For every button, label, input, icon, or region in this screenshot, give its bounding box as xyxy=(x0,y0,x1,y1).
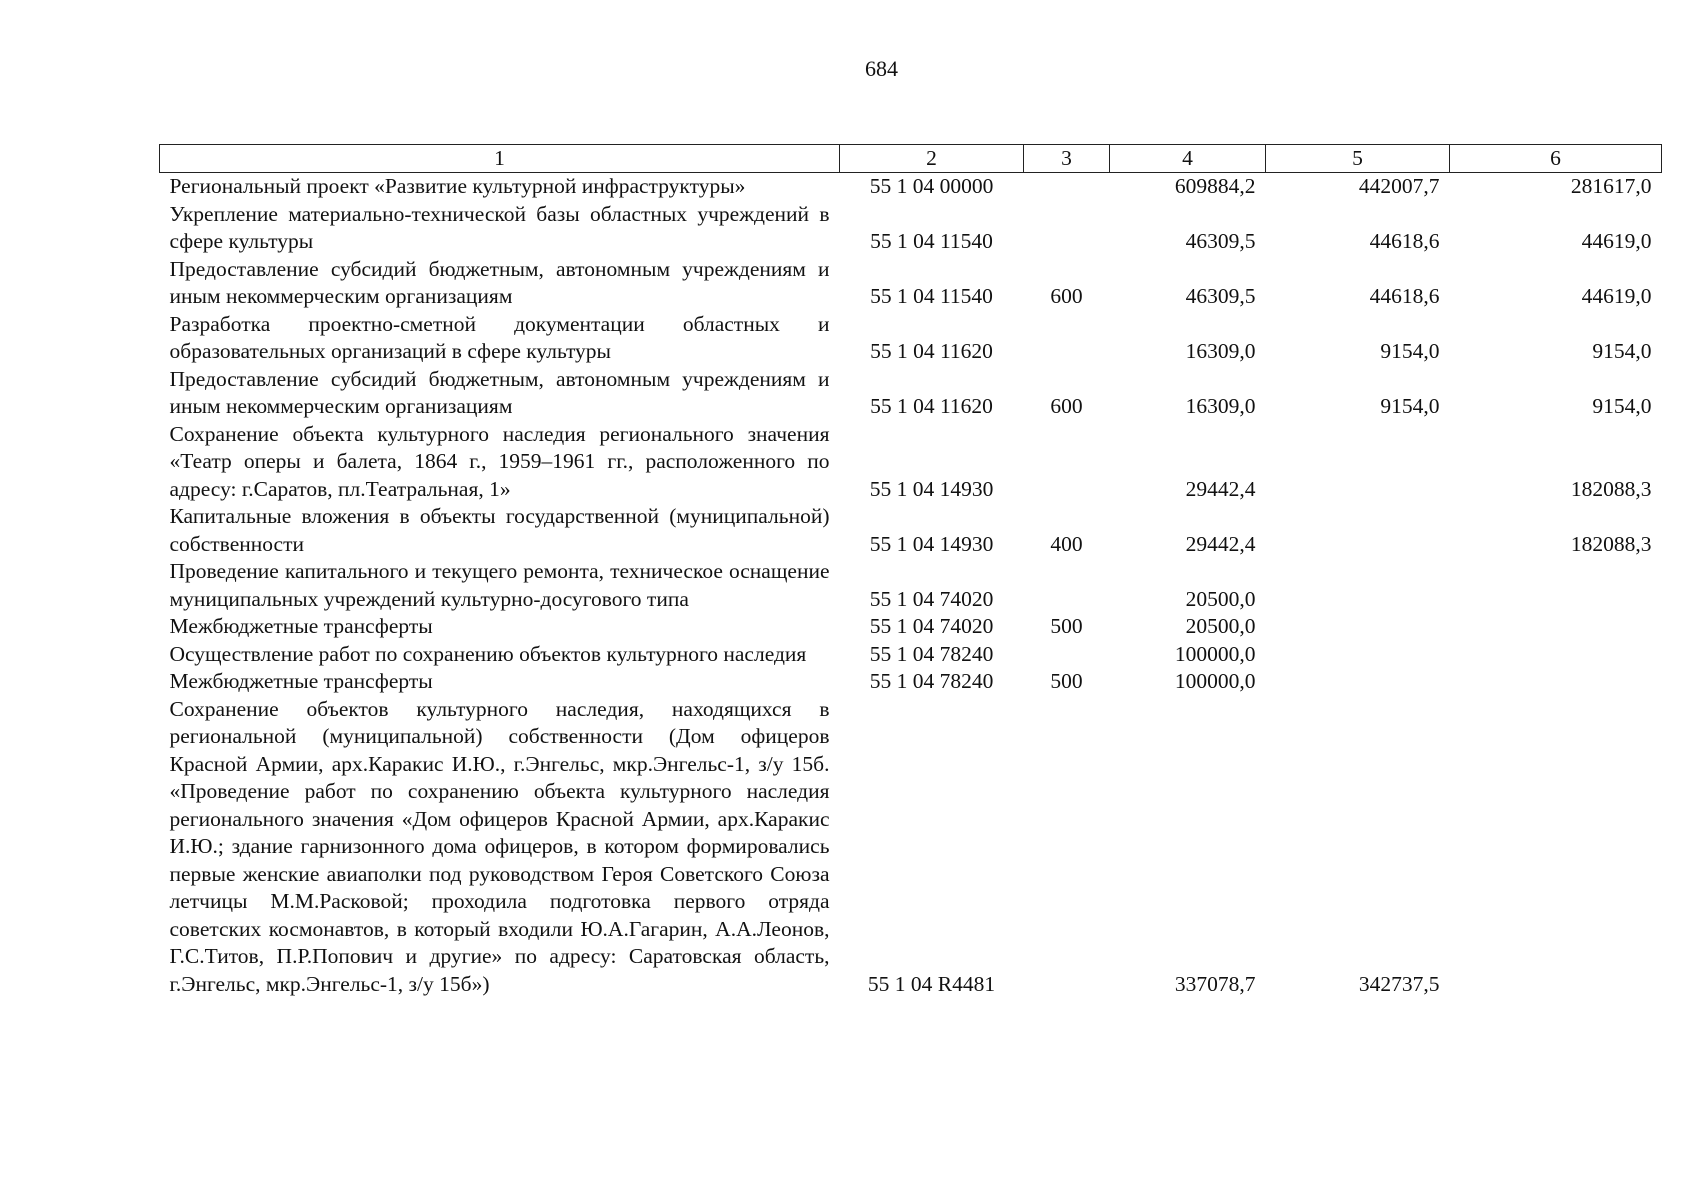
row-code: 55 1 04 74020 xyxy=(869,614,994,638)
row-value-6: 182088,3 xyxy=(1570,476,1652,501)
table-row xyxy=(160,421,1662,504)
table-body xyxy=(160,173,1662,999)
row-expense-type xyxy=(1024,311,1110,366)
row-value-6: 182088,3 xyxy=(1570,531,1652,556)
row-name: Капитальные вложения в объекты государственной (муниципальной) собственности xyxy=(169,504,830,556)
column-header-4: 4 xyxy=(1110,145,1266,173)
row-expense-type: 600 xyxy=(1050,284,1083,308)
table-row xyxy=(160,641,1662,669)
row-name: Предоставление субсидий бюджетным, автономным учреждениям и иным некоммерческим организациям xyxy=(169,366,830,418)
row-expense-type xyxy=(1024,696,1110,999)
column-header-5: 5 xyxy=(1266,145,1450,173)
row-value-6: 9154,0 xyxy=(1592,339,1652,363)
column-header-2: 2 xyxy=(840,145,1024,173)
row-name: Сохранение объекта культурного наследия регионального значения «Театр оперы и балета, 1864 г., 1959–1961 гг., расположенного по адресу: г.Саратов, пл.Театральная, 1» xyxy=(169,421,830,501)
row-value-4: 337078,7 xyxy=(1174,971,1256,996)
column-header-3: 3 xyxy=(1024,145,1110,173)
column-header-6: 6 xyxy=(1450,145,1662,173)
row-name: Межбюджетные трансферты xyxy=(169,614,433,638)
row-name: Региональный проект «Развитие культурной инфраструктуры» xyxy=(169,174,746,198)
table-row xyxy=(160,201,1662,256)
row-value-5 xyxy=(1266,641,1450,669)
row-code: 55 1 04 11540 xyxy=(870,284,993,308)
row-value-6 xyxy=(1450,668,1662,696)
row-value-4: 46309,5 xyxy=(1185,284,1256,308)
row-value-6: 9154,0 xyxy=(1592,394,1652,418)
row-value-5: 44618,6 xyxy=(1369,284,1440,308)
row-expense-type: 500 xyxy=(1050,614,1083,638)
row-value-5: 342737,5 xyxy=(1358,971,1440,996)
table-row xyxy=(160,613,1662,641)
row-value-6 xyxy=(1450,613,1662,641)
row-code: 55 1 04 00000 xyxy=(869,174,994,198)
page-number: 684 xyxy=(865,56,898,81)
table-row xyxy=(160,366,1662,421)
row-code: 55 1 04 11620 xyxy=(870,339,993,363)
row-value-6: 44619,0 xyxy=(1581,229,1652,253)
row-expense-type: 400 xyxy=(1050,531,1083,556)
table-row xyxy=(160,503,1662,558)
table-row xyxy=(160,668,1662,696)
column-header-1: 1 xyxy=(160,145,840,173)
row-value-4: 29442,4 xyxy=(1185,531,1256,556)
row-value-4: 16309,0 xyxy=(1185,394,1256,418)
row-code: 55 1 04 78240 xyxy=(869,641,994,666)
row-value-5 xyxy=(1266,421,1450,504)
row-value-4: 46309,5 xyxy=(1185,229,1256,253)
row-value-4: 16309,0 xyxy=(1185,339,1256,363)
row-value-4: 609884,2 xyxy=(1174,174,1256,198)
row-code: 55 1 04 74020 xyxy=(869,586,994,611)
budget-table xyxy=(159,144,1662,998)
row-value-6 xyxy=(1450,641,1662,669)
row-expense-type xyxy=(1024,641,1110,669)
table-row xyxy=(160,558,1662,613)
row-expense-type xyxy=(1024,201,1110,256)
table-row xyxy=(160,311,1662,366)
row-code: 55 1 04 78240 xyxy=(869,669,994,693)
row-value-5: 44618,6 xyxy=(1369,229,1440,253)
row-value-5 xyxy=(1266,503,1450,558)
row-value-5: 442007,7 xyxy=(1358,174,1440,198)
row-value-4: 20500,0 xyxy=(1185,586,1256,611)
row-value-6 xyxy=(1450,696,1662,999)
row-code: 55 1 04 R4481 xyxy=(867,971,996,996)
row-value-6: 44619,0 xyxy=(1581,284,1652,308)
row-expense-type: 500 xyxy=(1050,669,1083,693)
row-name: Предоставление субсидий бюджетным, автономным учреждениям и иным некоммерческим организациям xyxy=(169,256,830,308)
row-name: Осуществление работ по сохранению объектов культурного наследия xyxy=(169,641,807,666)
row-expense-type xyxy=(1024,421,1110,504)
row-value-4: 100000,0 xyxy=(1174,669,1256,693)
row-name: Проведение капитального и текущего ремонта, техническое оснащение муниципальных учреждений культурно-досугового типа xyxy=(169,559,830,611)
row-expense-type: 600 xyxy=(1050,394,1083,418)
row-value-4: 100000,0 xyxy=(1174,641,1256,666)
row-name: Укрепление материально-технической базы областных учреждений в сфере культуры xyxy=(169,201,830,253)
row-value-5 xyxy=(1266,558,1450,613)
row-expense-type xyxy=(1024,173,1110,201)
header-row xyxy=(160,145,1662,173)
row-value-6 xyxy=(1450,558,1662,613)
row-code: 55 1 04 14930 xyxy=(869,531,994,556)
row-value-5 xyxy=(1266,668,1450,696)
table-header xyxy=(160,145,1662,173)
table-row xyxy=(160,173,1662,201)
row-value-4: 20500,0 xyxy=(1185,614,1256,638)
row-value-4: 29442,4 xyxy=(1185,476,1256,501)
table-row xyxy=(160,256,1662,311)
row-name: Разработка проектно-сметной документации областных и образовательных организаций в сфере культуры xyxy=(169,311,830,363)
row-code: 55 1 04 11540 xyxy=(870,229,993,253)
table-row xyxy=(160,696,1662,999)
row-value-5 xyxy=(1266,613,1450,641)
row-code: 55 1 04 11620 xyxy=(870,394,993,418)
row-value-6: 281617,0 xyxy=(1570,174,1652,198)
row-value-5: 9154,0 xyxy=(1380,394,1440,418)
row-name: Сохранение объектов культурного наследия, находящихся в региональной (муниципальной) собственности (Дом офицеров Красной Армии, арх.Каракис И.Ю., г.Энгельс, мкр.Энгельс-1, з/у 15б. «Проведение работ по сохранению объекта культурного наследия регионального значения «Дом офицеров Красной Армии, арх.Каракис И.Ю.; здание гарнизонного дома офицеров, в котором формировались первые женские авиаполки под руководством Героя Советского Союза летчицы М.М.Расковой; проходила подготовка первого отряда советских космонавтов, в который входили Ю.А.Гагарин, А.А.Леонов, Г.С.Титов, П.Р.Попович и другие» по адресу: Саратовская область, г.Энгельс, мкр.Энгельс-1, з/у 15б») xyxy=(169,696,830,996)
row-expense-type xyxy=(1024,558,1110,613)
row-value-5: 9154,0 xyxy=(1380,339,1440,363)
row-code: 55 1 04 14930 xyxy=(869,476,994,501)
row-name: Межбюджетные трансферты xyxy=(169,669,433,693)
